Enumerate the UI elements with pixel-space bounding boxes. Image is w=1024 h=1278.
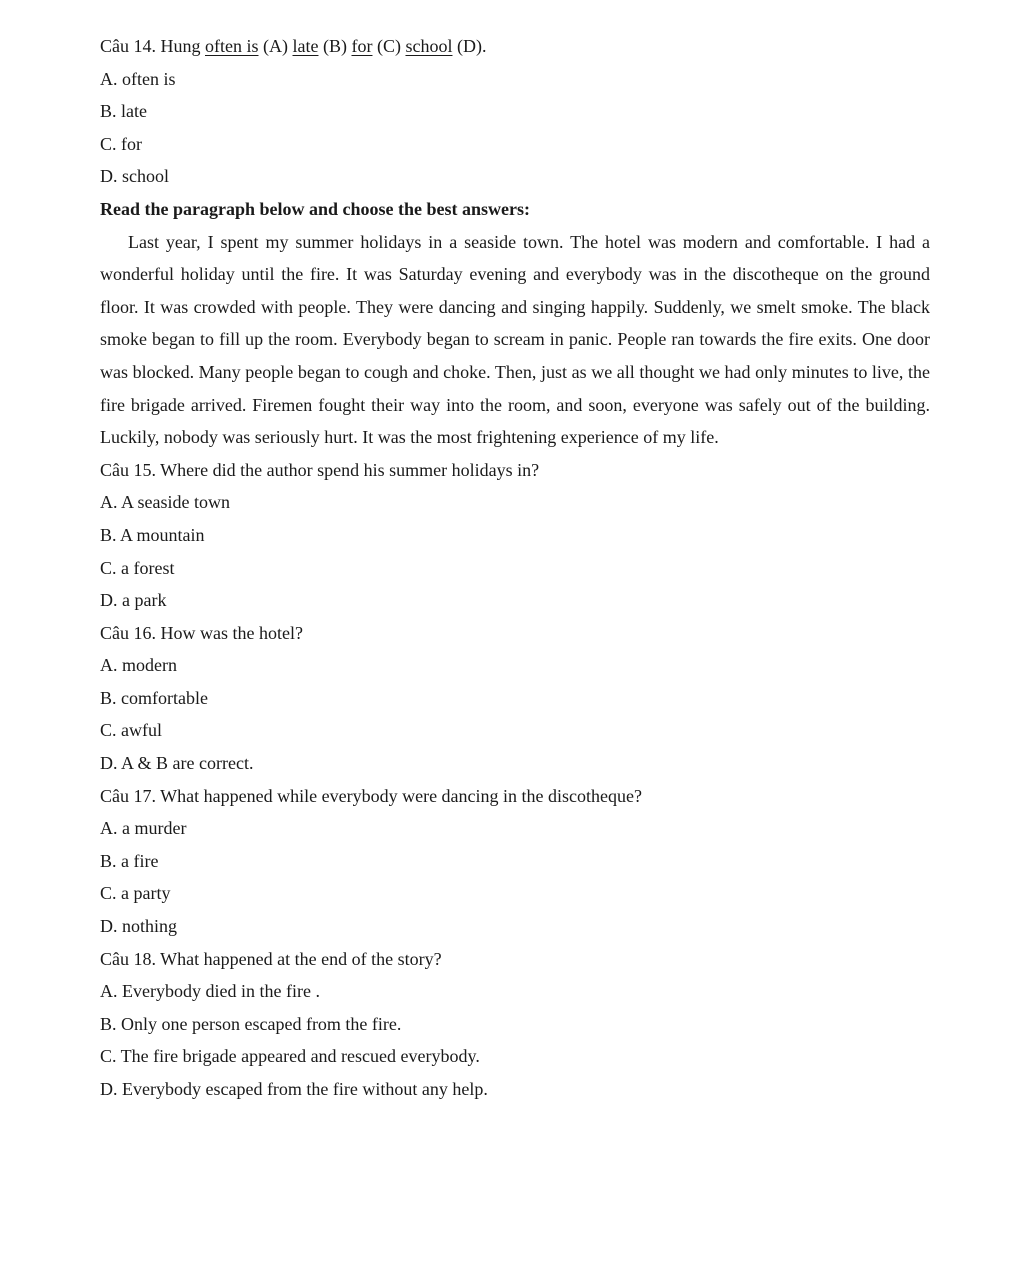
q14-option-a: A. often is — [100, 68, 176, 89]
q16-option-a: A. modern — [100, 655, 177, 676]
q16-option-b: B. comfortable — [100, 687, 208, 708]
q18-option-d: D. Everybody escaped from the fire without any help. — [100, 1079, 488, 1099]
q17-option-b: B. a fire — [100, 850, 159, 871]
q15-option-d: D. a park — [100, 590, 167, 611]
worksheet-page — [100, 30, 930, 1106]
q16-option-c: C. awful — [100, 720, 162, 741]
q14-underlined-a: often is — [205, 36, 259, 56]
q15-option-b: B. A mountain — [100, 524, 205, 545]
q17-option-c: C. a party — [100, 883, 171, 904]
q14-marker-a: (A) — [258, 36, 293, 56]
q18-option-c: C. The fire brigade appeared and rescued everybody. — [100, 1046, 480, 1067]
q16-option-d: D. A & B are correct. — [100, 753, 254, 774]
reading-instruction: Read the paragraph below and choose the best answers: — [100, 198, 531, 219]
q18-option-b: B. Only one person escaped from the fire. — [100, 1013, 402, 1034]
q18-option-a: A. Everybody died in the fire . — [100, 981, 320, 1002]
q14-underlined-c: for — [351, 36, 373, 56]
reading-passage: Last year, I spent my summer holidays in a seaside town. The hotel was modern and comfortable. I had a wonderful holiday until the fire. It was Saturday evening and everybody was in the discotheque on the ground floor. It was crowded with people. They were dancing and singing happily. Suddenly, we smelt smoke. The black smoke began to fill up the room. Everybody began to scream in panic. People ran towards the fire exits. One door was blocked. Many people began to cough and choke. Then, just as we all thought we had only minutes to live, the fire brigade arrived. Firemen fought their way into the room, and soon, everyone was safely out of the building. Luckily, nobody was seriously hurt. It was the most frightening experience of my life. — [100, 231, 930, 448]
q17-option-a: A. a murder — [100, 818, 187, 839]
q14-marker-b: (B) — [318, 36, 352, 56]
question-14-stem — [100, 30, 930, 63]
q14-option-b: B. late — [100, 101, 147, 122]
question-16-stem: Câu 16. How was the hotel? — [100, 622, 303, 643]
q14-underlined-d: school — [405, 36, 453, 56]
q14-option-d: D. school — [100, 166, 169, 187]
q15-option-c: C. a forest — [100, 557, 175, 578]
q14-option-c: C. for — [100, 133, 142, 154]
q14-marker-d: (D). — [452, 36, 487, 56]
question-17-stem: Câu 17. What happened while everybody were dancing in the discotheque? — [100, 785, 642, 806]
question-15-stem: Câu 15. Where did the author spend his summer holidays in? — [100, 459, 540, 480]
q14-stem-prefix: Câu 14. Hung — [100, 36, 205, 56]
q15-option-a: A. A seaside town — [100, 492, 230, 513]
question-18-stem: Câu 18. What happened at the end of the story? — [100, 948, 442, 969]
q14-underlined-b: late — [292, 36, 319, 56]
q17-option-d: D. nothing — [100, 916, 178, 937]
q14-marker-c: (C) — [372, 36, 406, 56]
